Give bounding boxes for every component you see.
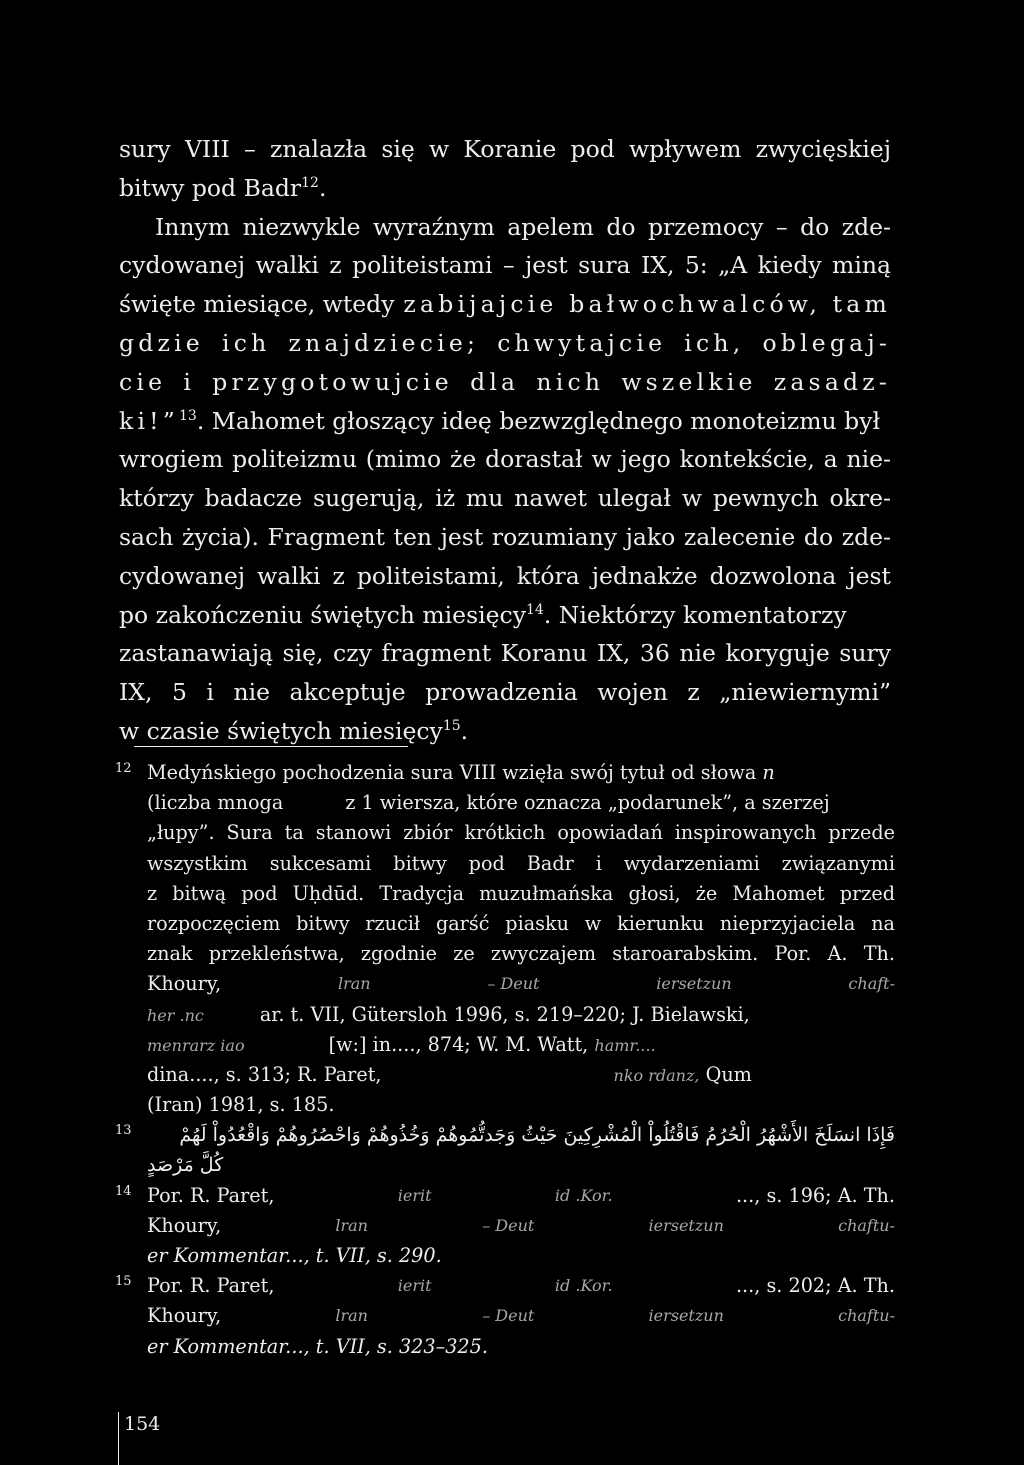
footnote-line: znak przekleństwa, zgodnie ze zwyczajem staroarabskim. Por. A. Th. [147,942,895,966]
page-number-rule [118,1412,119,1465]
footnote-ref[interactable]: 12 [301,174,319,191]
footnote-number: 12 [115,761,132,776]
footnote-ref[interactable]: 13 [179,407,197,424]
footnote-line: er Kommentar..., t. VII, s. 290. [147,1244,442,1267]
footnotes [115,758,895,1362]
main-text [119,130,891,751]
footnote-line: dina...., s. 313; R. Paret, nko rdanz, Qum [147,1062,752,1086]
footnote-number: 13 [115,1123,132,1139]
footnote-ref[interactable]: 15 [442,718,461,735]
footnote-line: er Kommentar..., t. VII, s. 323–325. [147,1334,488,1358]
footnote-line: Khoury, lran – Deut iersetzun chaftu- [147,1304,895,1328]
footnote-14 [115,1181,895,1272]
footnote-number: 14 [115,1183,132,1199]
footnote-line-arabic: كُلَّ مَرْصَدٍ [147,1154,224,1177]
footnote-12 [115,758,895,1120]
text-line: wrogiem politeizmu (mimo że dorastał w jego kontekście, a nie- [119,445,891,474]
footnote-line: (Iran) 1981, s. 185. [147,1093,335,1117]
text-line: sury VIII – znalazła się w Koranie pod wpływem zwycięskiej [119,135,891,163]
footnote-ref[interactable]: 14 [526,601,544,618]
footnote-line: her .nc ar. t. VII, Gütersloh 1996, s. 219–220; J. Bielawski, [147,1002,750,1026]
footnote-line: menrarz iao [w:] in...., 874; W. M. Watt, hamr.... [147,1032,656,1056]
text-line: zastanawiają się, czy fragment Koranu IX, 36 nie koryguje sury [119,639,891,668]
footnote-line: Por. R. Paret, ierit id .Kor. ..., s. 202; A. Th. [147,1274,895,1298]
footnote-line: Khoury, lran – Deut iersetzun chaftu- [147,1213,895,1237]
footnote-line: (liczba mnoga z 1 wiersza, które oznacza „podarunek”, a szerzej [147,791,830,815]
footnote-line-arabic: فَإِذَا انسَلَخَ الأَشْهُرُ الْحُرُمُ فَاقْتُلُواْ الْمُشْرِكِينَ حَيْثُ وَجَدتُّمُوهُمْ وَخُذُوهُمْ وَاحْصُرُوهُمْ وَاقْعُدُواْ لَهُمْ [179,1124,895,1147]
text-line: cydowanej walki z politeistami – jest sura IX, 5: „A kiedy miną [119,251,891,280]
footnote-line: z bitwą pod Uḥdūd. Tradycja muzułmańska głosi, że Mahomet przed [147,881,895,905]
text-line: cie i przygotowujcie dla nich wszelkie zasadz- [119,367,891,396]
text-line: po zakończeniu świętych miesięcy$^{14}$. Niektórzy komentatorzy [119,600,847,629]
text-line: sach życia). Fragment ten jest rozumiany jako zalecenie do zde- [119,522,891,551]
text-line: Innym niezwykle wyraźnym apelem do przemocy – do zde- [155,212,891,241]
text-line: święte miesiące, wtedy zabijajcie bałwochwalców, tam [119,290,891,319]
text-line: bitwy pod Badr$^{12}$. [119,173,327,202]
footnote-line: „łupy”. Sura ta stanowi zbiór krótkich opowiadań inspirowanych przede [147,821,895,845]
text-line: w czasie świętych miesięcy$^{15}$. [119,716,469,745]
footnote-line: wszystkim sukcesami bitwy pod Badr i wydarzeniami związanymi [147,851,895,875]
footnote-number: 15 [115,1274,132,1290]
footnote-15 [115,1271,895,1362]
text-line: cydowanej walki z politeistami, która jednakże dozwolona jest [119,561,891,590]
footnote-line: rozpoczęciem bitwy rzucił garść piasku w kierunku nieprzyjaciela na [147,911,895,935]
text-line: gdzie ich znajdziecie; chwytajcie ich, oblegaj- [119,328,891,357]
footnote-13 [115,1120,895,1180]
text-line: IX, 5 i nie akceptuje prowadzenia wojen z „niewiernymi” [119,678,891,707]
page-number: 154 [124,1413,161,1435]
text-line: którzy badacze sugerują, iż mu nawet ulegał w pewnych okre- [119,484,891,513]
footnote-line: Por. R. Paret, ierit id .Kor. ..., s. 196; A. Th. [147,1183,895,1207]
footnote-separator [134,746,408,747]
text-line: ki!”$^{13}$. Mahomet głoszący ideę bezwzględnego monoteizmu był [119,406,881,435]
footnote-line: Khoury, lran – Deut iersetzun chaft- [147,972,895,996]
footnote-line: Medyńskiego pochodzenia sura VIII wzięła swój tytuł od słowa n [147,761,775,784]
